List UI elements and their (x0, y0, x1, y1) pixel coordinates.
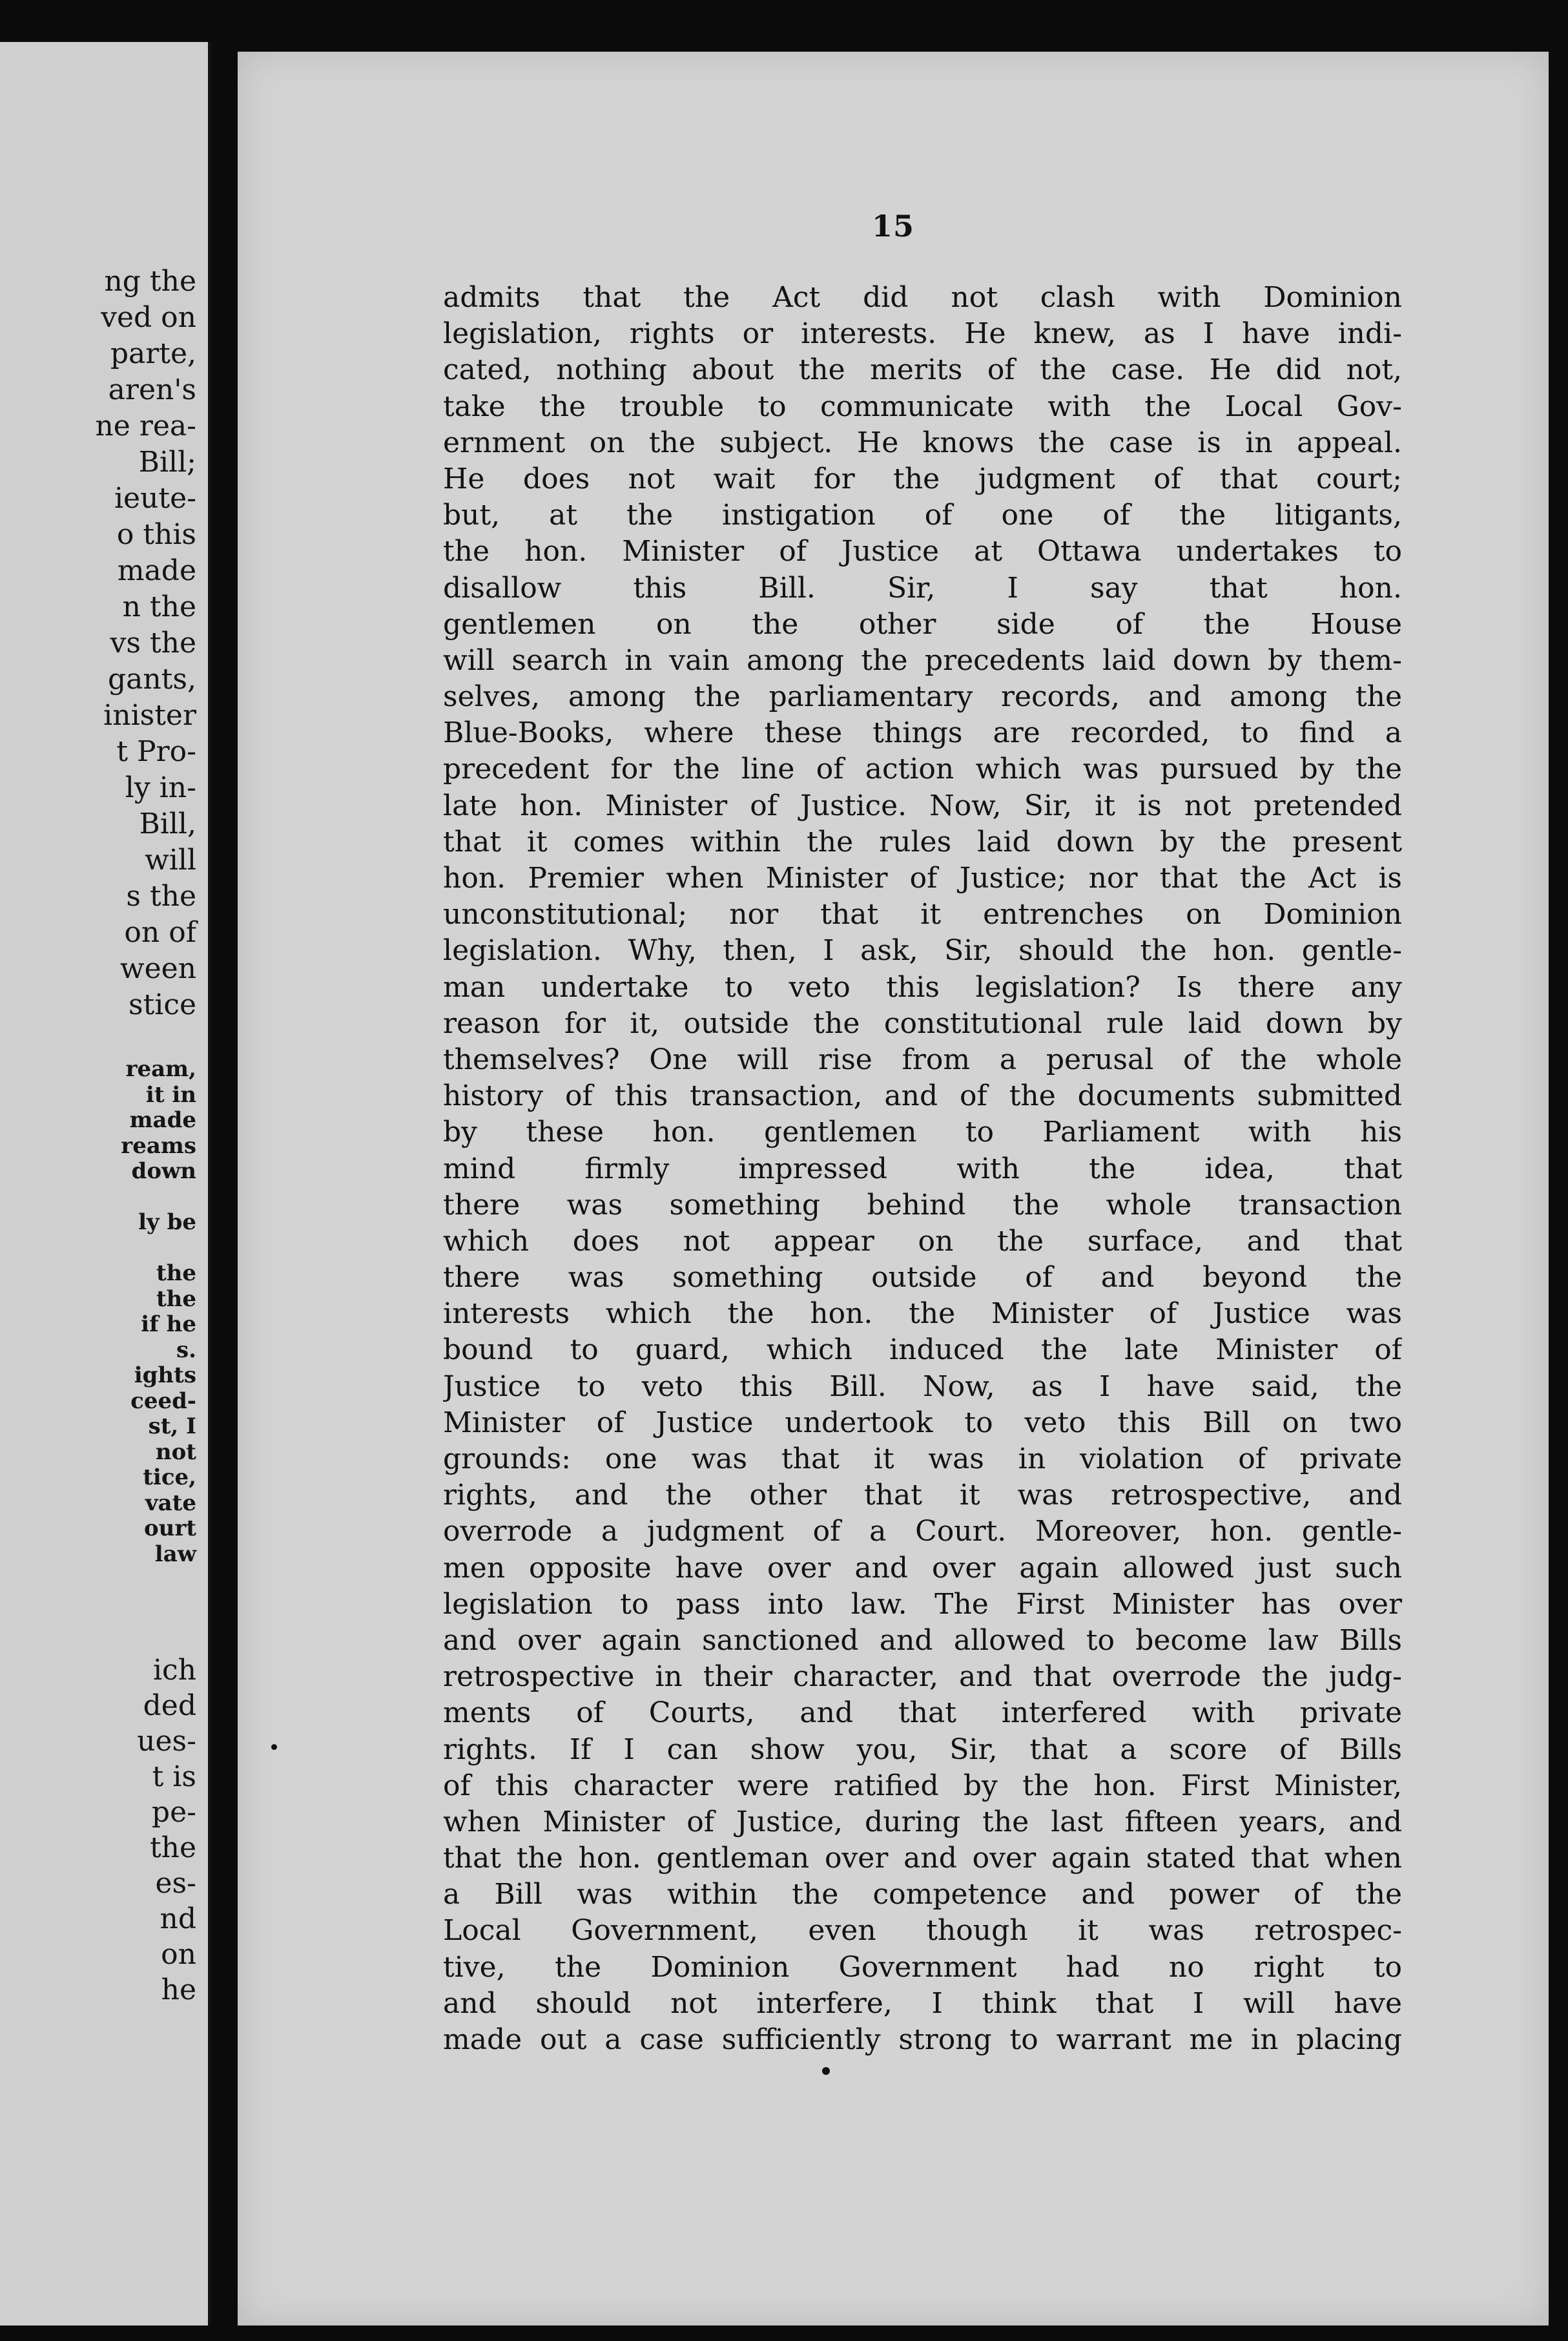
text-line: legislation. Why, then, I ask, Sir, should the hon. gentle- (443, 934, 1402, 968)
text-line: grounds: one was that it was in violation of private (443, 1442, 1402, 1475)
previous-page-fragment: s. (176, 1337, 196, 1363)
previous-page-fragment: ly in- (125, 771, 196, 804)
text-line: hon. Premier when Minister of Justice; nor that the Act is (443, 862, 1402, 895)
previous-page-fragment: t is (152, 1760, 196, 1793)
text-line: there was something outside of and beyond the (443, 1261, 1402, 1295)
previous-page-fragment: Bill, (139, 807, 196, 840)
text-line: that the hon. gentleman over and over again stated that when (443, 1842, 1402, 1875)
previous-page-fragment: tice, (143, 1464, 196, 1490)
text-line: which does not appear on the surface, and that (443, 1224, 1402, 1258)
text-line: by these hon. gentlemen to Parliament with his (443, 1116, 1402, 1149)
previous-page-fragment: on of (124, 916, 196, 949)
text-line: Justice to veto this Bill. Now, as I have said, the (443, 1369, 1402, 1403)
text-line: reason for it, outside the constitutional rule laid down by (443, 1006, 1402, 1040)
text-line: Minister of Justice undertook to veto this Bill on two (443, 1406, 1402, 1439)
previous-page-fragment: stice (128, 988, 196, 1021)
page-number: 15 (871, 209, 914, 244)
previous-page-fragment: will (145, 844, 196, 877)
ink-speck (271, 1744, 277, 1750)
previous-page-fragment: reams (121, 1132, 196, 1159)
previous-page-fragment: vs the (110, 627, 196, 660)
text-line: of this character were ratified by the hon. First Minister, (443, 1769, 1402, 1802)
previous-page-fragment: st, I (148, 1413, 196, 1439)
text-line: gentlemen on the other side of the House (443, 607, 1402, 641)
text-line: bound to guard, which induced the late Minister of (443, 1333, 1402, 1367)
text-line: the hon. Minister of Justice at Ottawa undertakes to (443, 535, 1402, 568)
previous-page-fragment: on (161, 1938, 196, 1971)
text-line: man undertake to veto this legislation? Is there any (443, 970, 1402, 1004)
previous-page-fragment: it in (145, 1081, 196, 1108)
previous-page-fragment: he (161, 1973, 196, 2006)
text-line: overrode a judgment of a Court. Moreover, hon. gentle- (443, 1515, 1402, 1548)
previous-page-fragment: ceed- (130, 1388, 196, 1414)
text-line: cated, nothing about the merits of the case. He did not, (443, 353, 1402, 387)
previous-page-fragment: Bill; (138, 446, 196, 479)
previous-page-fragment: o this (116, 518, 196, 551)
text-line: precedent for the line of action which was pursued by the (443, 753, 1402, 786)
text-line: Blue-Books, where these things are recorded, to find a (443, 716, 1402, 750)
page-15 (238, 52, 1549, 2325)
text-line: but, at the instigation of one of the litigants, (443, 499, 1402, 532)
previous-page-fragment: the (156, 1285, 196, 1312)
previous-page-fragment: if he (141, 1311, 196, 1337)
previous-page-fragment: inister (103, 699, 196, 732)
previous-page-fragment: t Pro- (116, 735, 196, 768)
text-line: a Bill was within the competence and power of the (443, 1878, 1402, 1911)
text-line: and over again sanctioned and allowed to become law Bills (443, 1623, 1402, 1657)
text-line: legislation, rights or interests. He knew, as I have indi- (443, 317, 1402, 351)
text-line: disallow this Bill. Sir, I say that hon. (443, 571, 1402, 605)
text-line: themselves? One will rise from a perusal of the whole (443, 1043, 1402, 1076)
text-line: history of this transaction, and of the documents submitted (443, 1079, 1402, 1113)
previous-page-fragment: not (155, 1439, 196, 1465)
text-line: ments of Courts, and that interfered with private (443, 1696, 1402, 1730)
text-line: retrospective in their character, and that overrode the judg- (443, 1660, 1402, 1694)
text-line: men opposite have over and over again allowed just such (443, 1551, 1402, 1585)
previous-page-fragment: ved on (101, 301, 196, 334)
previous-page-fragment: ourt (143, 1515, 196, 1541)
previous-page-fragment: es- (155, 1867, 196, 1900)
previous-page-fragment: ded (143, 1689, 196, 1722)
text-line: He does not wait for the judgment of that court; (443, 462, 1402, 495)
previous-page-fragment: n the (122, 590, 196, 623)
text-line: there was something behind the whole transaction (443, 1188, 1402, 1222)
body-text (443, 280, 1402, 2058)
text-line: and should not interfere, I think that I will have (443, 1986, 1402, 2020)
previous-page-fragment: ich (152, 1654, 196, 1687)
text-line: when Minister of Justice, during the last fifteen years, and (443, 1805, 1402, 1838)
previous-page-fragment: parte, (110, 337, 196, 370)
previous-page-fragment: ights (134, 1362, 196, 1388)
previous-page-fragment: the (156, 1260, 196, 1286)
text-line: made out a case sufficiently strong to warrant me in placing (443, 2023, 1402, 2056)
text-line: admits that the Act did not clash with Dominion (443, 281, 1402, 314)
previous-page-fragment: pe- (151, 1796, 196, 1829)
previous-page-fragment: ne rea- (95, 410, 196, 442)
previous-page-fragment: ues- (137, 1725, 196, 1758)
previous-page-fragment: law (154, 1541, 196, 1567)
previous-page-fragment: aren's (108, 373, 196, 406)
text-line: interests which the hon. the Minister of Justice was (443, 1297, 1402, 1331)
previous-page-fragment: down (131, 1158, 196, 1184)
previous-page-fragment: made (117, 554, 196, 587)
previous-page-fragment: ng the (104, 265, 196, 298)
text-line: take the trouble to communicate with the Local Gov- (443, 390, 1402, 423)
text-line: tive, the Dominion Government had no right to (443, 1950, 1402, 1984)
text-line: rights, and the other that it was retrospective, and (443, 1479, 1402, 1512)
text-line: that it comes within the rules laid down by the present (443, 825, 1402, 858)
previous-page-fragment: nd (160, 1902, 196, 1935)
previous-page-fragment: ieute- (114, 482, 196, 515)
text-line: unconstitutional; nor that it entrenches on Dominion (443, 898, 1402, 931)
previous-page-edge (0, 42, 212, 2325)
previous-page-fragment: the (149, 1831, 196, 1864)
text-line: late hon. Minister of Justice. Now, Sir, it is not pretended (443, 789, 1402, 822)
previous-page-fragment: gants, (108, 663, 196, 696)
ink-speck (822, 2067, 830, 2075)
text-line: legislation to pass into law. The First Minister has over (443, 1587, 1402, 1621)
text-line: rights. If I can show you, Sir, that a score of Bills (443, 1732, 1402, 1766)
previous-page-fragment: made (129, 1107, 196, 1133)
text-line: ernment on the subject. He knows the case is in appeal. (443, 426, 1402, 459)
previous-page-fragment: ream, (125, 1056, 196, 1082)
previous-page-fragment: ly be (138, 1209, 196, 1235)
previous-page-fragment: ween (119, 952, 196, 985)
previous-page-fragment: s the (126, 880, 196, 913)
text-line: Local Government, even though it was retrospec- (443, 1914, 1402, 1948)
text-line: mind firmly impressed with the idea, that (443, 1152, 1402, 1185)
text-line: selves, among the parliamentary records, and among the (443, 680, 1402, 714)
text-line: will search in vain among the precedents laid down by them- (443, 643, 1402, 677)
previous-page-fragment: vate (145, 1490, 196, 1516)
